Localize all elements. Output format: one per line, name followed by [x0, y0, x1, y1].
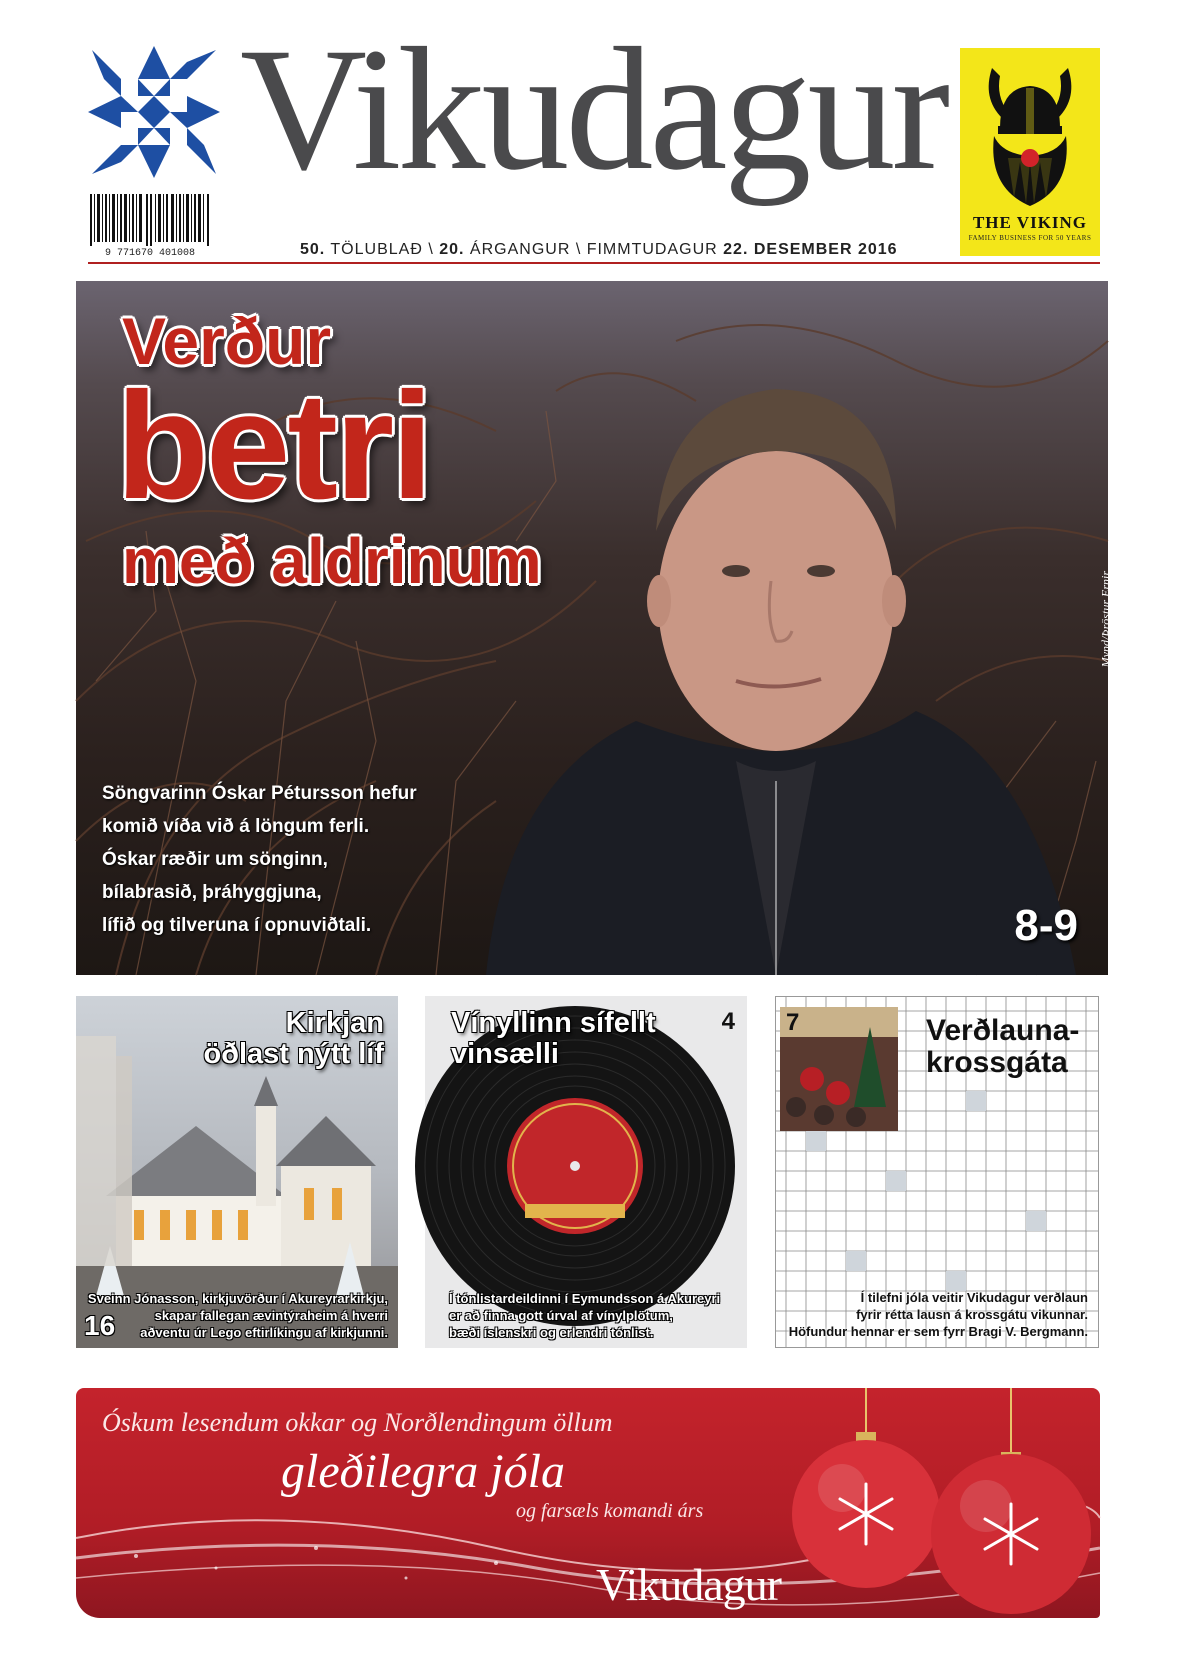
- greeting-line-2: gleðilegra jóla: [281, 1445, 565, 1498]
- main-feature[interactable]: [76, 281, 1112, 975]
- feature-summary-line: komið víða við á löngum ferli.: [102, 816, 370, 837]
- teaser-crossword-title: [926, 1015, 1079, 1079]
- caption-line: bæði íslenskri og erlendri tónlist.: [449, 1325, 654, 1340]
- volume-number: 20.: [439, 241, 465, 258]
- headline-line-3: með aldrinum: [122, 525, 542, 597]
- viking-tagline: FAMILY BUSINESS FOR 50 YEARS: [968, 234, 1092, 242]
- teaser-title-line: krossgáta: [926, 1046, 1068, 1079]
- masthead-title: Vikudagur: [240, 12, 947, 207]
- teaser-crossword-caption: [789, 1289, 1088, 1340]
- barcode-number: 9 771670 401008: [104, 248, 195, 259]
- caption-line: Í tilefni jóla veitir Vikudagur verðlaun: [860, 1290, 1088, 1305]
- caption-line: er að finna gott úrval af vínylplötum,: [449, 1308, 673, 1323]
- feature-summary: [102, 777, 522, 942]
- feature-summary-line: Söngvarinn Óskar Pétursson hefur: [102, 783, 417, 804]
- teaser-vinyl[interactable]: [425, 996, 747, 1348]
- photo-credit: Mynd/Þröstur Ernir: [1098, 571, 1112, 668]
- caption-line: skapar fallegan ævintýraheim á hverri: [154, 1308, 388, 1323]
- teaser-crossword-page-number: 7: [786, 1009, 800, 1036]
- caption-line: Sveinn Jónasson, kirkjuvörður í Akureyrarkirkju,: [87, 1291, 388, 1306]
- masthead-divider: [88, 262, 1100, 264]
- issue-label: TÖLUBLAÐ \: [330, 241, 434, 258]
- viking-advertisement[interactable]: [960, 48, 1100, 256]
- caption-line: fyrir rétta lausn á krossgátu vikunnar.: [856, 1307, 1088, 1322]
- teaser-title-line: vinsælli: [451, 1038, 559, 1070]
- viking-brand-name: THE VIKING: [972, 213, 1088, 232]
- christmas-greeting-banner[interactable]: [76, 1388, 1100, 1618]
- caption-line: Höfundur hennar er sem fyrr Bragi V. Bergmann.: [788, 1324, 1088, 1339]
- teaser-church[interactable]: [76, 996, 398, 1348]
- issue-line: [300, 241, 898, 259]
- headline-line-1: Verður: [122, 304, 332, 378]
- teaser-vinyl-page-number: 4: [721, 1008, 735, 1035]
- volume-label: ÁRGANGUR \ FIMMTUDAGUR: [469, 241, 718, 258]
- feature-page-number: 8-9: [1014, 901, 1078, 950]
- teaser-church-caption: [88, 1290, 388, 1341]
- headline-line-2: betri: [116, 361, 431, 531]
- teaser-church-title: [204, 1008, 384, 1070]
- greeting-line-3: og farsæls komandi árs: [516, 1500, 704, 1522]
- issue-number: 50.: [300, 241, 326, 258]
- teaser-title-line: öðlast nýtt líf: [203, 1038, 384, 1070]
- star-logo-icon: [88, 46, 220, 178]
- teaser-church-page-number: 16: [84, 1310, 116, 1341]
- greeting-line-1: Óskum lesendum okkar og Norðlendingum öllum: [102, 1408, 613, 1437]
- caption-line: Í tónlistardeildinni í Eymundsson á Akureyri: [449, 1291, 721, 1306]
- teaser-title-line: Verðlauna-: [926, 1014, 1080, 1047]
- viking-helmet-icon: [978, 58, 1082, 208]
- banner-logo: Vikudagur: [596, 1559, 781, 1610]
- teaser-title-line: Kirkjan: [285, 1007, 384, 1039]
- teaser-vinyl-caption: [449, 1290, 720, 1341]
- feature-summary-line: Óskar ræðir um sönginn,: [102, 849, 328, 870]
- feature-summary-line: bílabrasið, þráhyggjuna,: [102, 882, 322, 903]
- teaser-title-line: Vínyllinn sífellt: [451, 1007, 656, 1039]
- issue-date: 22. DESEMBER 2016: [723, 241, 898, 258]
- teaser-vinyl-title: [451, 1008, 656, 1070]
- teaser-crossword[interactable]: [775, 996, 1099, 1348]
- feature-summary-line: lífið og tilveruna í opnuviðtali.: [102, 915, 372, 936]
- caption-line: aðventu úr Lego eftirlíkingu af kirkjunni.: [140, 1325, 388, 1340]
- barcode-icon: [88, 194, 212, 246]
